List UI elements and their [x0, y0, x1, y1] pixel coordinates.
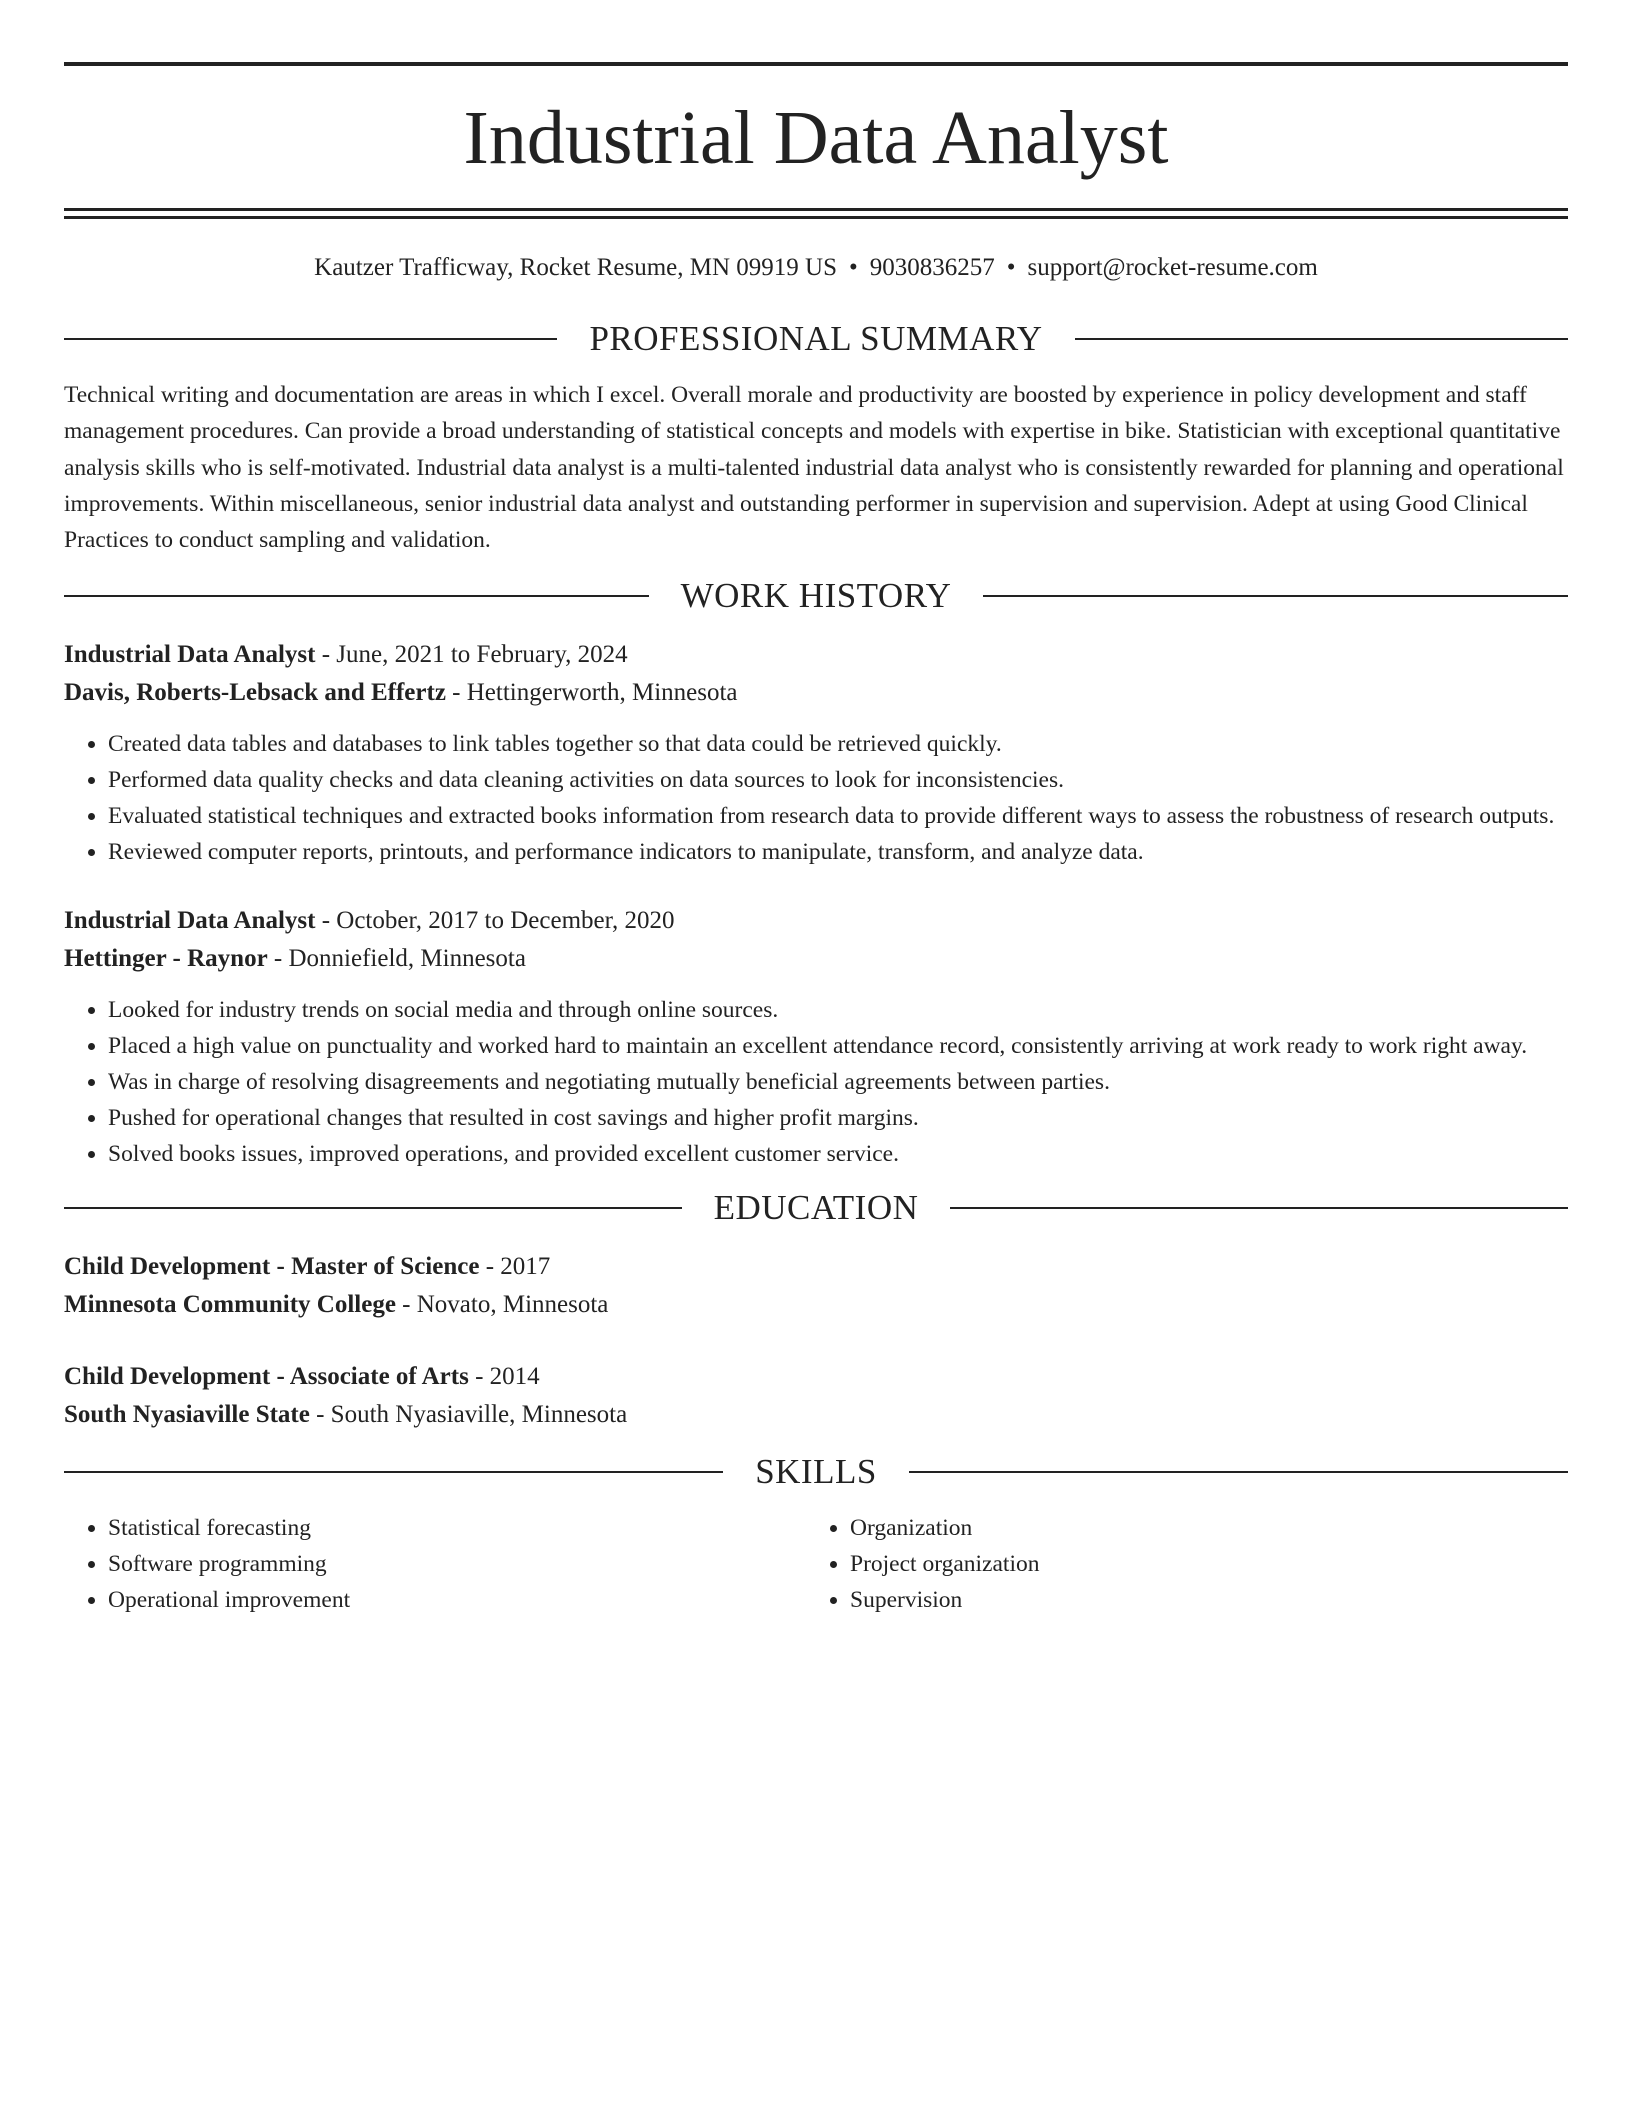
resume-page [64, 62, 1568, 1618]
summary-text: Technical writing and documentation are areas in which I excel. Overall morale and productivity are boosted by experience in policy development and staff management procedures. Can provide a broad understanding of statistical concepts and models with expertise in bike. Statistician with exceptional quantitative analysis skills who is self-motivated. Industrial data analyst is a multi-talented industrial data analyst who is consistently rewarded for planning and operational improvements. Within miscellaneous, senior industrial data analyst and outstanding performer in supervision and supervision. Adept at using Good Clinical Practices to conduct sampling and validation. [64, 382, 1564, 554]
list-item: • Supervision [850, 1582, 1548, 1618]
list-item: • Performed data quality checks and data cleaning activities on data sources to look for inconsistencies. [108, 762, 1568, 798]
job-title-line [64, 902, 1568, 940]
job-company-line [64, 674, 1568, 712]
job-company: Hettinger - Raynor [64, 945, 268, 973]
candidate-name: Industrial Data Analyst [463, 96, 1169, 180]
list-item: • Project organization [850, 1546, 1548, 1582]
skills-list [64, 1510, 1568, 1618]
heading-rule [64, 1471, 723, 1473]
heading-rule [1075, 338, 1568, 340]
job-dates: - June, 2021 to February, 2024 [315, 641, 628, 669]
school-location: - Novato, Minnesota [395, 1291, 609, 1319]
job-company: Davis, Roberts-Lebsack and Effertz [64, 679, 446, 707]
list-item: • Solved books issues, improved operations, and provided excellent customer service. [108, 1136, 1568, 1172]
job-title: Industrial Data Analyst [64, 907, 316, 935]
heading-rule [64, 595, 649, 597]
double-rule [64, 208, 1568, 219]
contact-email[interactable]: support@rocket-resume.com [1027, 254, 1318, 281]
job-bullets [64, 726, 1568, 870]
degree-line [64, 1248, 1568, 1286]
heading-rule [64, 338, 557, 340]
skills-column-right [806, 1510, 1548, 1618]
summary-title: PROFESSIONAL SUMMARY [589, 319, 1043, 358]
contact-separator: • [1006, 254, 1016, 281]
list-item: • Placed a high value on punctuality and worked hard to maintain an excellent attendance record, consistently arriving at work ready to work right away. [108, 1028, 1568, 1064]
school-location: - South Nyasiaville, Minnesota [309, 1401, 628, 1429]
list-item: • Created data tables and databases to link tables together so that data could be retrieved quickly. [108, 726, 1568, 762]
degree-year: - 2017 [479, 1253, 551, 1281]
education-entry [64, 1358, 1568, 1434]
job-bullets [64, 992, 1568, 1172]
job-dates: - October, 2017 to December, 2020 [315, 907, 675, 935]
job-title: Industrial Data Analyst [64, 641, 316, 669]
list-item: • Was in charge of resolving disagreements and negotiating mutually beneficial agreements between parties. [108, 1064, 1568, 1100]
job-location: - Donniefield, Minnesota [267, 945, 526, 973]
list-item: • Evaluated statistical techniques and extracted books information from research data to provide different ways to assess the robustness of research outputs. [108, 798, 1568, 834]
school-line [64, 1396, 1568, 1434]
skills-title: SKILLS [755, 1452, 877, 1492]
contact-phone: 9030836257 [869, 254, 995, 281]
list-item: • Looked for industry trends on social media and through online sources. [108, 992, 1568, 1028]
education-title: EDUCATION [713, 1188, 919, 1228]
heading-rule [950, 1207, 1568, 1209]
skills-section-heading [64, 1450, 1568, 1494]
heading-rule [909, 1471, 1568, 1473]
list-item: • Pushed for operational changes that resulted in cost savings and higher profit margins. [108, 1100, 1568, 1136]
work-title: WORK HISTORY [680, 576, 952, 616]
job-entry [64, 636, 1568, 870]
work-section-heading [64, 574, 1568, 618]
degree: Child Development - Associate of Arts [64, 1363, 469, 1391]
degree-line [64, 1358, 1568, 1396]
job-title-line [64, 636, 1568, 674]
school: Minnesota Community College [64, 1291, 396, 1319]
skills-column-left [64, 1510, 806, 1618]
heading-rule [983, 595, 1568, 597]
education-section-heading [64, 1186, 1568, 1230]
job-company-line [64, 940, 1568, 978]
summary-section-heading [64, 317, 1568, 361]
list-item: • Reviewed computer reports, printouts, and performance indicators to manipulate, transform, and analyze data. [108, 834, 1568, 870]
school: South Nyasiaville State [64, 1401, 310, 1429]
degree: Child Development - Master of Science [64, 1253, 480, 1281]
school-line [64, 1286, 1568, 1324]
heading-rule [64, 1207, 682, 1209]
education-entry [64, 1248, 1568, 1324]
job-location: - Hettingerworth, Minnesota [445, 679, 738, 707]
degree-year: - 2014 [468, 1363, 540, 1391]
contact-address: Kautzer Trafficway, Rocket Resume, MN 09919 US [314, 254, 837, 281]
list-item: • Organization [850, 1510, 1548, 1546]
list-item: • Software programming [108, 1546, 806, 1582]
contact-separator: • [849, 254, 858, 281]
list-item: • Statistical forecasting [108, 1510, 806, 1546]
list-item: • Operational improvement [108, 1582, 806, 1618]
top-rule [64, 62, 1568, 66]
contact-line [64, 253, 1568, 283]
job-entry [64, 902, 1568, 1172]
